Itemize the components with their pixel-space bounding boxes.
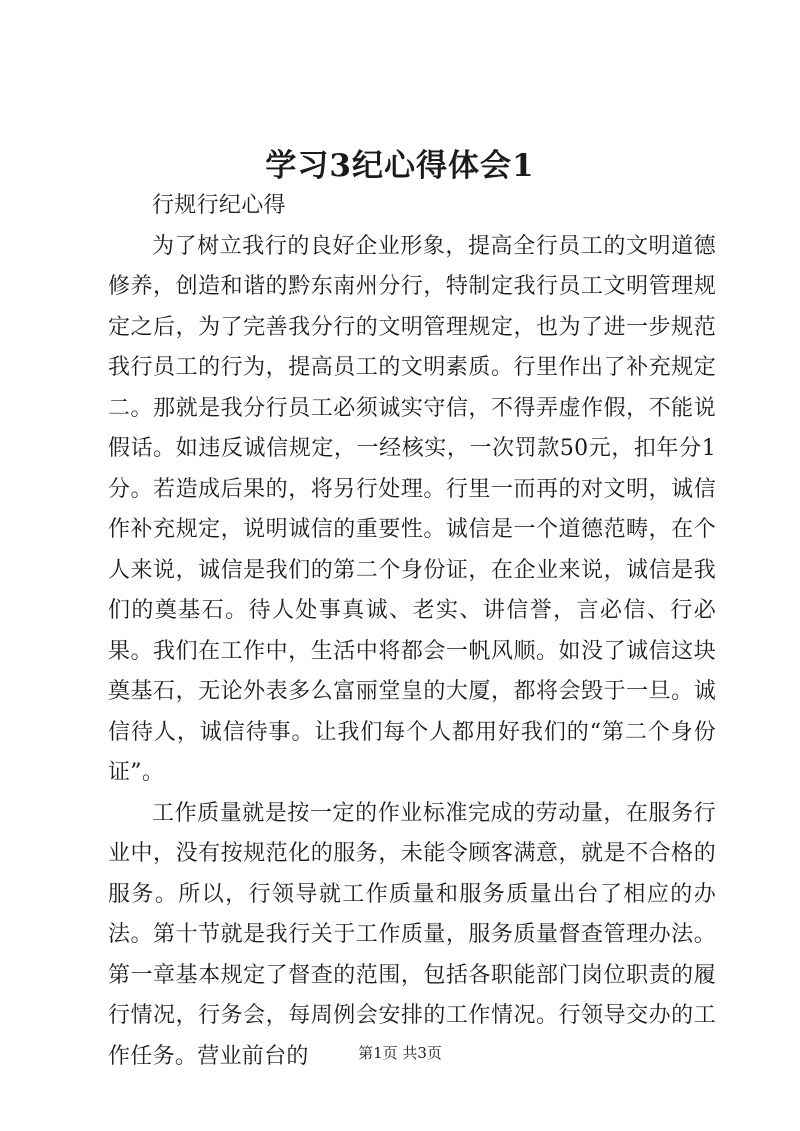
section-heading: 行规行纪心得	[152, 193, 286, 218]
paragraph-integrity: 为了树立我行的良好企业形象，提高全行员工的文明道德修养，创造和谐的黔东南州分行，特制定我行员工文明管理规定之后，为了完善我分行的文明管理规定，也为了进一步规范我行员工的行为，提高员工的文明素质。行里作出了补充规定二。那就是我分行员工必须诚实守信，不得弄虚作假，不能说假话。如违反诚信规定，一经核实，一次罚款50元，扣年分1分。若造成后果的，将另行处理。行里一而再的对文明，诚信作补充规定，说明诚信的重要性。诚信是一个道德范畴，在个人来说，诚信是我们的第二个身份证，在企业来说，诚信是我们的奠基石。待人处事真诚、老实、讲信誉，言必信、行必果。我们在工作中，生活中将都会一帆风顺。如没了诚信这块奠基石，无论外表多么富丽堂皇的大厦，都将会毁于一旦。诚信待人，诚信待事。让我们每个人都用好我们的“第二个身份证”。	[108, 233, 716, 785]
document-body	[108, 186, 716, 1077]
document-title: 学习3纪心得体会1	[265, 148, 535, 184]
page-number-footer: 第1页 共3页	[358, 1044, 442, 1062]
paragraph-work-quality: 工作质量就是按一定的作业标准完成的劳动量，在服务行业中，没有按规范化的服务，未能令顾客满意，就是不合格的服务。所以，行领导就工作质量和服务质量出台了相应的办法。第十节就是我行关于工作质量，服务质量督查管理办法。第一章基本规定了督查的范围，包括各职能部门岗位职责的履行情况，行务会，每周例会安排的工作情况。行领导交办的工作任务。营业前台的	[108, 800, 716, 1069]
